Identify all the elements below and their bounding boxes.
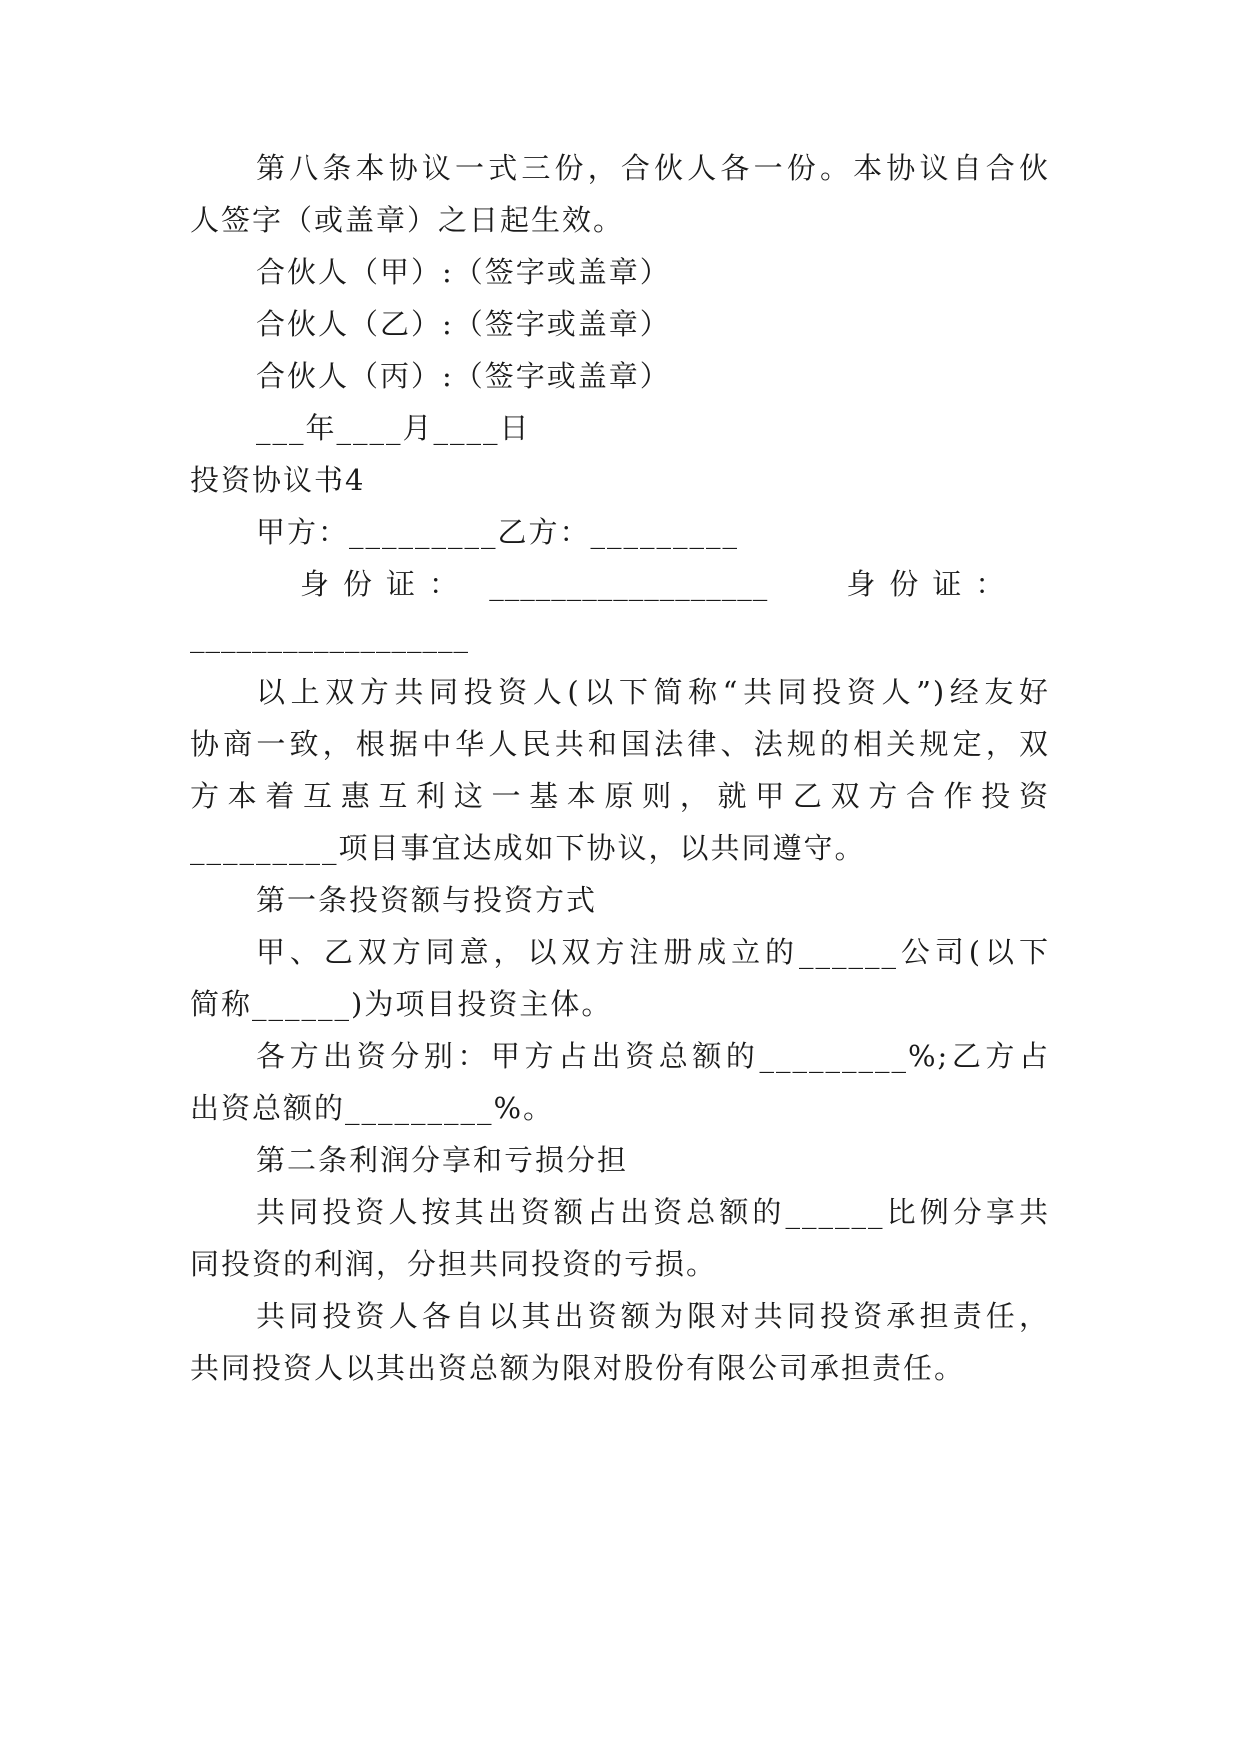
article-1-para-2-line-1: 各方出资分别：甲方占出资总额的_________%;乙方占 — [256, 1039, 1050, 1073]
partner-a-signature: 合伙人（甲）:（签字或盖章） — [256, 255, 671, 289]
preamble-line-2: 协商一致，根据中华人民共和国法律、法规的相关规定，双 — [190, 727, 1050, 761]
article-8-line-2: 人签字（或盖章）之日起生效。 — [190, 203, 625, 237]
section-title: 投资协议书4 — [190, 463, 366, 497]
preamble-line-1: 以上双方共同投资人(以下简称“共同投资人”)经友好 — [256, 675, 1050, 709]
id-card-blank-b: __________________ — [190, 619, 469, 653]
article-2-para-2-line-1: 共同投资人各自以其出资额为限对共同投资承担责任， — [256, 1299, 1050, 1333]
id-card-label-b: 身份证： — [846, 567, 1019, 601]
article-1-para-2-line-2: 出资总额的_________%。 — [190, 1091, 555, 1125]
preamble-line-3: 方本着互惠互利这一基本原则，就甲乙双方合作投资 — [190, 779, 1050, 813]
partner-c-signature: 合伙人（丙）:（签字或盖章） — [256, 359, 671, 393]
article-2-para-1-line-1: 共同投资人按其出资额占出资总额的______比例分享共 — [256, 1195, 1050, 1229]
id-card-line — [300, 564, 1050, 604]
partner-b-signature: 合伙人（乙）:（签字或盖章） — [256, 307, 671, 341]
id-card-label-a: 身份证： — [300, 567, 473, 601]
preamble-line-4: _________项目事宜达成如下协议，以共同遵守。 — [190, 831, 866, 865]
article-2-heading: 第二条利润分享和亏损分担 — [256, 1143, 629, 1177]
article-1-para-1-line-1: 甲、乙双方同意，以双方注册成立的______公司(以下 — [256, 935, 1050, 969]
article-1-heading: 第一条投资额与投资方式 — [256, 883, 598, 917]
parties-line: 甲方：_________乙方：_________ — [256, 515, 740, 549]
date-line: ___年____月____日 — [256, 411, 531, 445]
article-2-para-1-line-2: 同投资的利润，分担共同投资的亏损。 — [190, 1247, 718, 1281]
id-card-blank-a: __________________ — [489, 567, 769, 601]
article-8-line-1: 第八条本协议一式三份，合伙人各一份。本协议自合伙 — [256, 151, 1050, 185]
article-1-para-1-line-2: 简称______)为项目投资主体。 — [190, 987, 613, 1021]
article-2-para-2-line-2: 共同投资人以其出资总额为限对股份有限公司承担责任。 — [190, 1351, 966, 1385]
